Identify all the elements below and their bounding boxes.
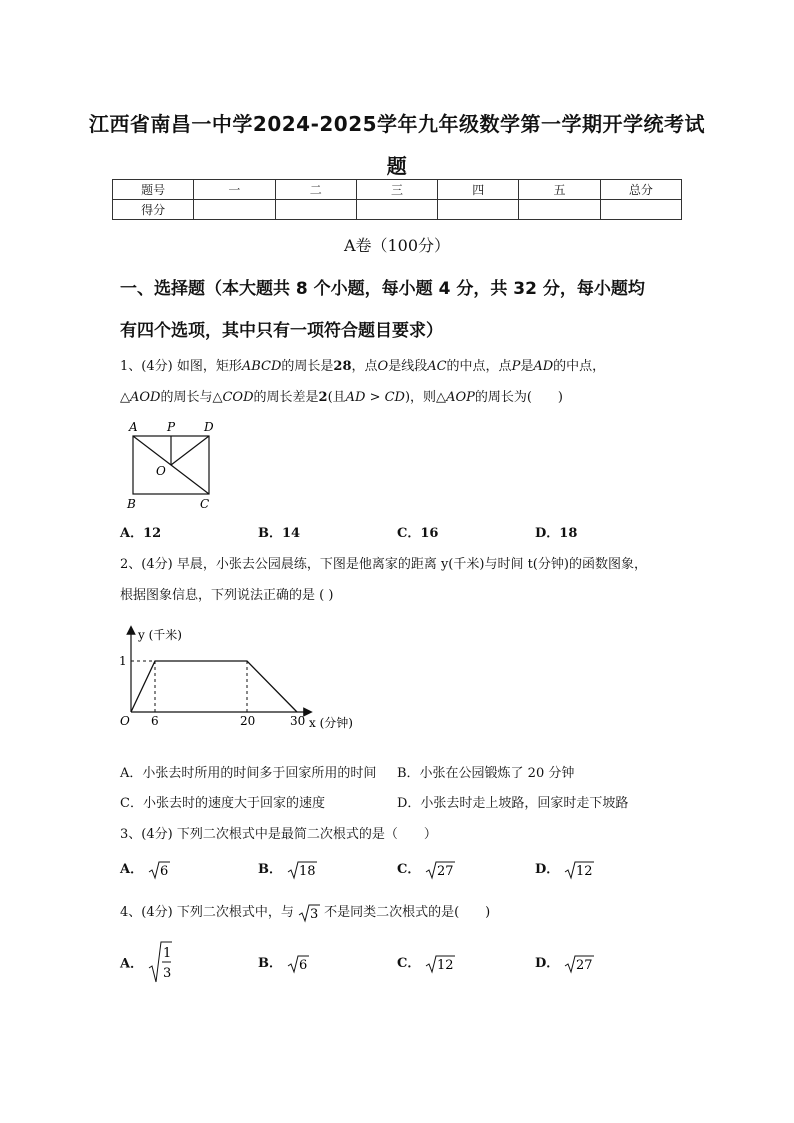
option-key: C． — [397, 956, 421, 971]
score-table — [112, 179, 682, 220]
option-key: B． — [258, 862, 282, 877]
q1-math: AC — [427, 359, 447, 374]
q1-math: P — [511, 359, 521, 374]
q1-option-b[interactable] — [258, 522, 300, 541]
q1-rectangle-figure — [118, 418, 228, 514]
q1-text: 的中点，点 — [446, 359, 512, 374]
score-cell-empty — [275, 200, 356, 220]
q1-text: 的周长为( ) — [474, 390, 564, 405]
q1-text: 1、(4分) 如图，矩形 — [120, 359, 242, 374]
q1-math: COD — [222, 390, 254, 405]
score-cell-empty — [356, 200, 437, 220]
score-cell-header: 二 — [275, 180, 356, 200]
q3-option-b[interactable] — [258, 858, 317, 880]
x-axis-label: x (分钟) — [309, 716, 353, 730]
radicand: 27 — [436, 863, 454, 879]
label-b: B — [127, 497, 136, 511]
label-a: A — [129, 420, 138, 434]
q4-option-c[interactable] — [397, 952, 455, 974]
q1-option-a[interactable] — [120, 522, 161, 541]
sqrt-icon — [287, 954, 309, 974]
radicand: 27 — [575, 957, 593, 973]
score-cell-empty — [519, 200, 600, 220]
option-key: B． — [258, 956, 282, 971]
radicand: 12 — [436, 957, 454, 973]
q1-option-d[interactable] — [535, 522, 577, 541]
q1-math: AOD — [130, 390, 161, 405]
sqrt-icon — [287, 860, 317, 880]
score-table-header-row — [113, 180, 682, 200]
denominator: 3 — [162, 966, 171, 981]
triangle-symbol: △ — [120, 390, 130, 405]
exam-title-line1: 江西省南昌一中学2024-2025学年九年级数学第一学期开学统考试 — [88, 112, 706, 136]
option-key: A． — [120, 862, 144, 877]
q3-option-a[interactable] — [120, 858, 170, 880]
q1-math: AD — [533, 359, 554, 374]
q4-option-a[interactable] — [120, 940, 172, 984]
option-key: A． — [120, 526, 144, 541]
q2-option-a[interactable]: A．小张去时所用的时间多于回家所用的时间 — [120, 766, 377, 781]
label-d: D — [204, 420, 214, 434]
q2-option-b[interactable]: B．小张在公园锻炼了 20 分钟 — [397, 766, 575, 781]
score-cell-header: 四 — [438, 180, 519, 200]
segment-do — [171, 436, 209, 465]
q1-math: AD > CD — [345, 390, 405, 405]
y-axis-label: y (千米) — [138, 628, 182, 642]
q4-stem — [120, 901, 490, 923]
origin-label: O — [120, 714, 130, 728]
option-key: A． — [120, 956, 144, 972]
option-key: D． — [535, 862, 560, 877]
q1-text: 的周长是 — [281, 359, 334, 374]
section1-heading-line1: 一、选择题（本大题共 8 个小题，每小题 4 分，共 32 分，每小题均 — [120, 279, 645, 299]
x-tick-30: 30 — [290, 714, 306, 728]
exam-title-line2: 题 — [386, 154, 408, 178]
q1-text: ，点 — [351, 359, 378, 374]
q4-text: 不是同类二次根式的是( ) — [324, 905, 491, 920]
sqrt-icon — [564, 860, 594, 880]
radicand: 3 — [309, 906, 319, 922]
radicand: 18 — [298, 863, 316, 879]
option-key: D． — [535, 526, 560, 541]
q1-stem-line1 — [120, 355, 605, 374]
q1-text: 的周长差是 — [253, 390, 319, 405]
option-key: C． — [397, 526, 421, 541]
option-value: 14 — [282, 526, 301, 541]
q1-text: (且 — [327, 390, 346, 405]
score-cell-header: 一 — [194, 180, 275, 200]
q3-option-c[interactable] — [397, 858, 455, 880]
x-tick-6: 6 — [151, 714, 159, 728]
sqrt-icon — [564, 954, 594, 974]
q1-text: 是线段 — [388, 359, 428, 374]
q2-option-d[interactable]: D．小张去时走上坡路，回家时走下坡路 — [397, 796, 629, 811]
q1-math: ABCD — [241, 359, 282, 374]
label-p: P — [167, 420, 176, 434]
sqrt-fraction-icon — [148, 940, 172, 984]
score-cell-empty — [438, 200, 519, 220]
label-o: O — [156, 464, 166, 478]
sqrt-icon — [148, 860, 170, 880]
q1-text: 的周长与△ — [160, 390, 223, 405]
q4-option-b[interactable] — [258, 952, 309, 974]
q1-bold: 28 — [333, 359, 352, 374]
score-table-score-row — [113, 200, 682, 220]
q1-option-c[interactable] — [397, 522, 438, 541]
option-key: B． — [258, 526, 282, 541]
option-key: D． — [535, 956, 560, 971]
q2-stem-line1: 2、(4分) 早晨，小张去公园晨练，下图是他离家的距离 y(千米)与时间 t(分钟)的函数图象， — [120, 557, 647, 572]
x-tick-20: 20 — [240, 714, 256, 728]
section1-heading-line2: 有四个选项，其中只有一项符合题目要求） — [120, 321, 443, 341]
q3-option-d[interactable] — [535, 858, 594, 880]
score-cell-header: 题号 — [113, 180, 194, 200]
score-row-label: 得分 — [113, 200, 194, 220]
q4-text: 4、(4分) 下列二次根式中，与 — [120, 905, 294, 920]
q1-math: AOP — [446, 390, 475, 405]
score-cell-header: 五 — [519, 180, 600, 200]
option-value: 12 — [143, 526, 162, 541]
sqrt-icon — [298, 903, 320, 923]
q4-option-d[interactable] — [535, 952, 594, 974]
q1-math: O — [377, 359, 389, 374]
q2-option-c[interactable]: C．小张去时的速度大于回家的速度 — [120, 796, 325, 811]
volume-label: A卷（100分） — [343, 236, 451, 255]
score-cell-empty — [194, 200, 275, 220]
q1-text: 的中点， — [553, 359, 606, 374]
q1-stem-line2 — [120, 386, 563, 405]
y-tick-1: 1 — [119, 654, 127, 668]
score-cell-header: 三 — [356, 180, 437, 200]
label-c: C — [200, 497, 210, 511]
numerator: 1 — [162, 946, 171, 961]
sqrt-icon — [425, 954, 455, 974]
radicand: 6 — [159, 863, 168, 879]
q2-distance-time-graph — [116, 624, 366, 740]
radicand: 12 — [575, 863, 593, 879]
q3-stem: 3、(4分) 下列二次根式中是最简二次根式的是（ ） — [120, 827, 437, 842]
q1-bold: 2 — [318, 390, 328, 405]
option-value: 16 — [420, 526, 439, 541]
sqrt-icon — [425, 860, 455, 880]
q2-stem-line2: 根据图象信息，下列说法正确的是 ( ) — [120, 588, 334, 603]
q1-text: 是 — [520, 359, 534, 374]
score-cell-empty — [600, 200, 681, 220]
score-cell-header: 总分 — [600, 180, 681, 200]
radicand: 6 — [298, 957, 307, 973]
option-value: 18 — [559, 526, 578, 541]
q1-text: )，则△ — [404, 390, 447, 405]
option-key: C． — [397, 862, 421, 877]
distance-curve — [131, 661, 297, 712]
